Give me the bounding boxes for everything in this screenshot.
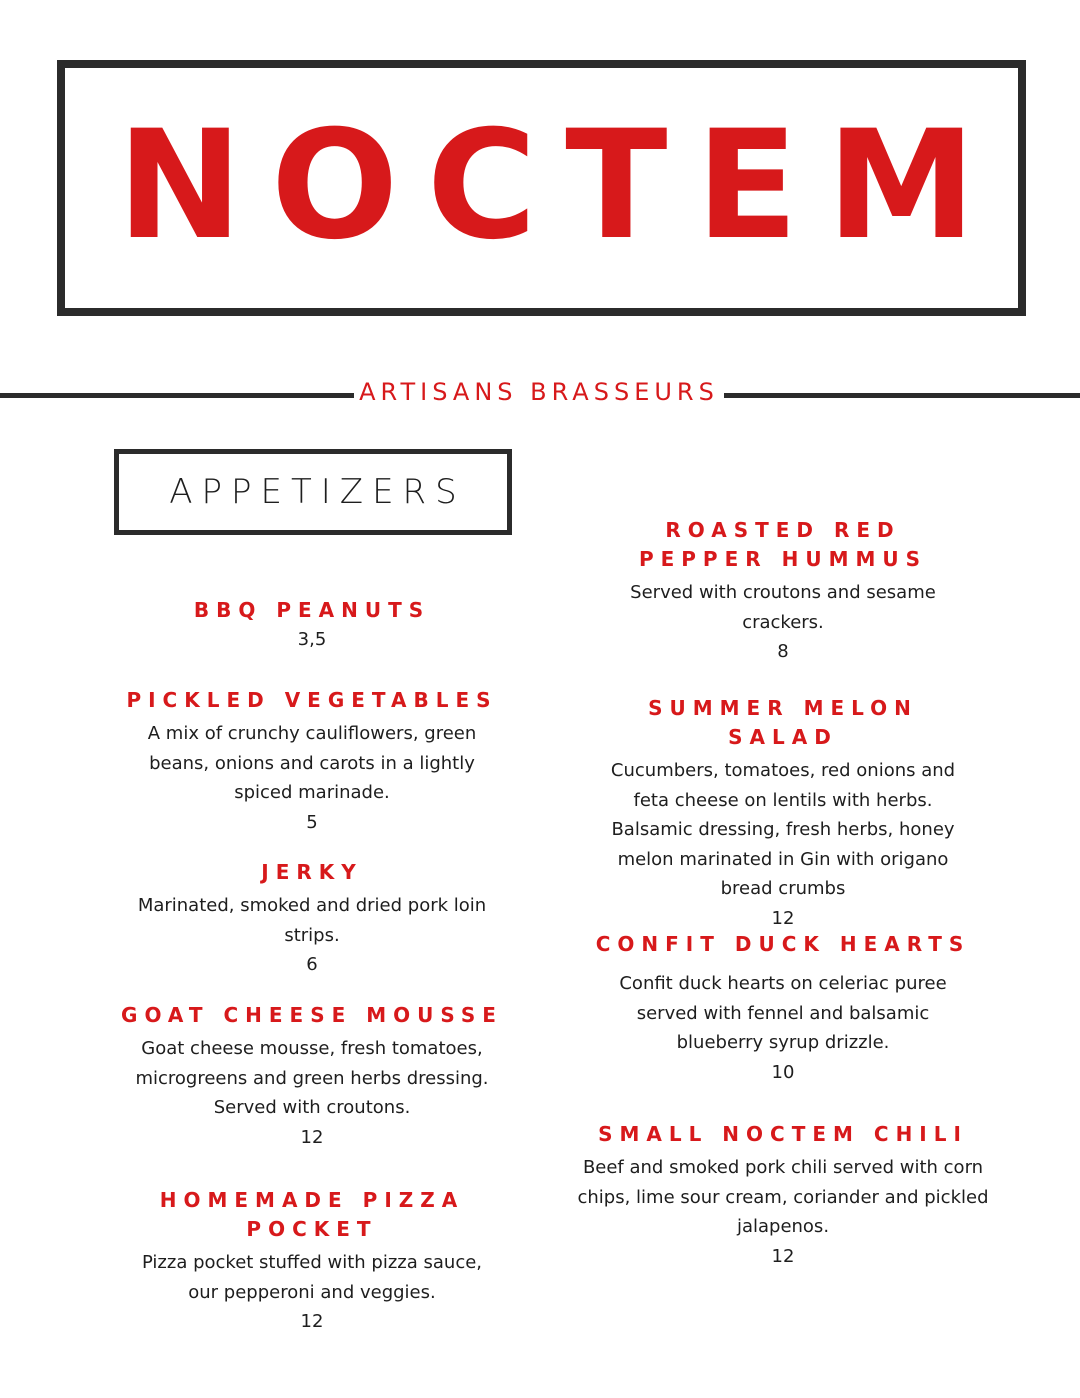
logo-letter: T: [565, 99, 668, 273]
logo-frame: [57, 60, 1026, 316]
divider-right: [724, 393, 1080, 398]
tagline: ARTISANS BRASSEURS: [359, 378, 719, 406]
menu-item-small-noctem-chili: [573, 1120, 993, 1271]
item-price: 6: [306, 954, 318, 975]
menu-item-confit-duck-hearts: [593, 930, 973, 1087]
tagline-row: [0, 377, 1080, 407]
item-description: Pizza pocket stuffed with pizza sauce, our pepperoni and veggies.: [141, 1252, 483, 1303]
item-price: 10: [771, 1061, 795, 1083]
item-name: GOAT CHEESE MOUSSE: [121, 1003, 503, 1027]
item-description: Marinated, smoked and dried pork loin strips.: [137, 895, 487, 946]
item-price: 12: [300, 1126, 324, 1148]
divider-left: [0, 393, 354, 398]
item-name: JERKY: [261, 860, 363, 884]
item-price: 12: [771, 1245, 795, 1267]
item-price: 8: [777, 641, 789, 662]
menu-item-homemade-pizza-pocket: [102, 1186, 522, 1337]
item-price: 12: [300, 1311, 324, 1332]
item-price: 12: [771, 907, 795, 929]
item-description: Cucumbers, tomatoes, red onions and feta cheese on lentils with herbs. Balsamic dressing, fresh herbs, honey melon marinated in Gin with origano bread crumbs: [610, 760, 956, 899]
menu-item-summer-melon-salad: [593, 694, 973, 933]
item-description: Served with croutons and sesame crackers.: [630, 582, 936, 633]
item-name: SUMMER MELON SALAD: [648, 696, 918, 749]
item-name: BBQ PEANUTS: [193, 598, 431, 622]
logo-letter: C: [426, 99, 537, 273]
menu-item-pickled-vegetables: [112, 686, 512, 837]
item-description: Beef and smoked pork chili served with corn chips, lime sour cream, coriander and pickled jalapenos.: [577, 1157, 989, 1237]
item-description: Goat cheese mousse, fresh tomatoes, microgreens and green herbs dressing. Served with croutons.: [135, 1038, 489, 1118]
brand-logo: [65, 99, 1018, 273]
item-name: SMALL NOCTEM CHILI: [598, 1122, 968, 1146]
item-price: 5: [306, 811, 318, 833]
item-description: Confit duck hearts on celeriac puree served with fennel and balsamic blueberry syrup drizzle.: [619, 973, 947, 1053]
menu-item-jerky: [112, 858, 512, 980]
item-description: A mix of crunchy cauliflowers, green beans, onions and carots in a lightly spiced marinade.: [147, 723, 477, 803]
logo-letter: O: [270, 99, 399, 273]
section-title: APPETIZERS: [169, 472, 466, 512]
menu-item-bbq-peanuts: [112, 596, 512, 655]
item-name: PICKLED VEGETABLES: [126, 688, 498, 712]
menu-item-goat-cheese-mousse: [112, 1001, 512, 1152]
item-name: ROASTED RED PEPPER HUMMUS: [638, 518, 928, 571]
logo-letter: N: [117, 99, 243, 273]
logo-letter: M: [826, 99, 976, 273]
item-price: 3,5: [297, 629, 327, 650]
menu-item-roasted-red-pepper-hummus: [593, 516, 973, 667]
logo-letter: E: [695, 99, 799, 273]
section-header: [114, 449, 512, 535]
item-name: CONFIT DUCK HEARTS: [595, 932, 971, 956]
item-name: HOMEMADE PIZZA POCKET: [159, 1188, 465, 1241]
